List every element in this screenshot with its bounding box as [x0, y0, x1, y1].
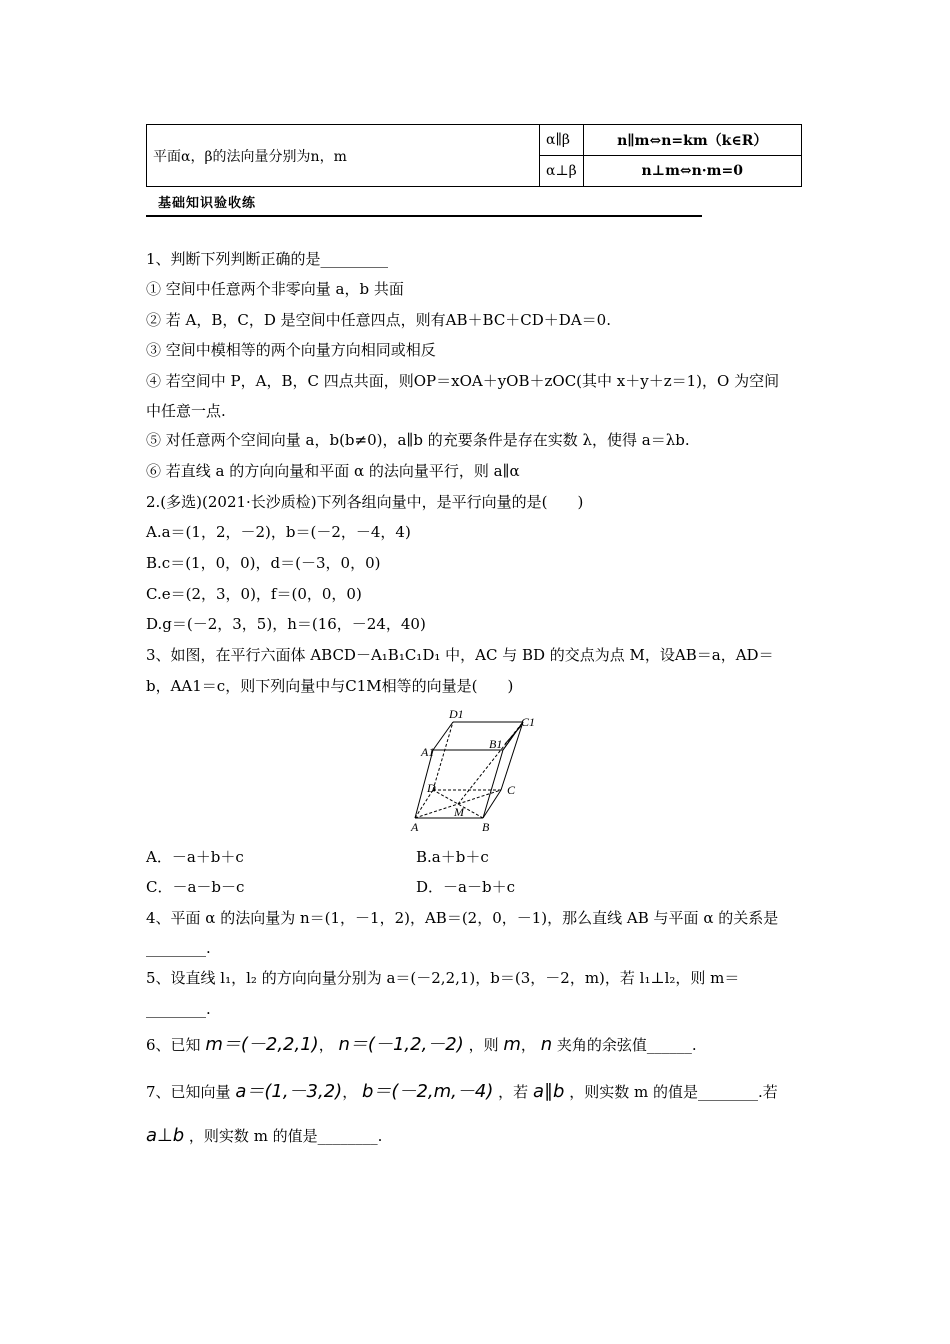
- question-3-cont: b，AA1＝c，则下列向量中与C1M相等的向量是( ): [146, 677, 514, 695]
- q2-option-c: C.e＝(2，3，0)，f＝(0，0，0): [146, 585, 362, 603]
- q6-vector-m: m＝(－2,2,1): [205, 1034, 319, 1055]
- table-cell-parallel: [540, 125, 584, 156]
- label-A: A: [411, 820, 419, 834]
- q2-option-a: A.a＝(1，2，－2)，b＝(－2，－4，4): [146, 523, 411, 541]
- q6-post: ，则: [468, 1036, 499, 1054]
- q3-option-d: D．－a－b＋c: [416, 878, 515, 896]
- perp-label: α⊥β: [546, 163, 577, 179]
- label-D: D: [427, 781, 436, 795]
- question-4: 4、平面 α 的法向量为 n＝(1，－1，2)，AB＝(2，0，－1)，那么直线 AB 与平面 α 的关系是: [146, 909, 779, 927]
- q7-prefix: 7、已知向量: [146, 1083, 231, 1101]
- question-7: 7、已知向量 a＝(1,－3,2)， b＝(－2,m,－4) ，若 a∥b ，则实数 m 的值是________.若: [146, 1081, 778, 1102]
- q1-item-2: ② 若 A，B，C，D 是空间中任意四点，则有AB＋BC＋CD＋DA＝0.: [146, 311, 611, 329]
- q6-n: n: [540, 1034, 553, 1055]
- table-cell-perp: [540, 156, 584, 187]
- question-7-cont: [146, 1126, 382, 1146]
- label-B1: B1: [489, 737, 503, 751]
- question-6: 6、已知 m＝(－2,2,1)， n＝(－1,2,－2) ，则 m， n 夹角的余弦值______.: [146, 1034, 697, 1055]
- q7-perp: a⊥b: [146, 1125, 185, 1146]
- q1-item-3: ③ 空间中模相等的两个向量方向相同或相反: [146, 341, 436, 359]
- parallel-label: α∥β: [546, 132, 571, 148]
- perp-condition: n⊥m⇔n·m=0: [641, 163, 743, 179]
- label-M: M: [454, 805, 464, 819]
- question-4-blank: ________.: [146, 939, 211, 957]
- q7-parallel: a∥b: [532, 1081, 565, 1102]
- q6-m: m: [503, 1034, 521, 1055]
- table-plane-text: 平面α，β的法向量分别为n，m: [153, 148, 347, 165]
- label-A1: A1: [421, 745, 435, 759]
- section-title: 基础知识验收练: [158, 196, 257, 211]
- label-C: C: [507, 783, 516, 797]
- label-D1: D1: [449, 707, 464, 721]
- parallel-condition: n∥m⇔n=km（k∈R）: [617, 133, 768, 149]
- table-cell-parallel-cond: [583, 125, 801, 156]
- q6-tail: 夹角的余弦值______.: [556, 1036, 697, 1054]
- q1-item-5: ⑤ 对任意两个空间向量 a，b(b≠0)，a∥b 的充要条件是存在实数 λ，使得 a＝λb.: [146, 431, 690, 449]
- section-header: [146, 192, 702, 217]
- parallelepiped-figure: [405, 706, 550, 836]
- q7-mid: ，若: [498, 1083, 529, 1101]
- q7-vector-a: a＝(1,－3,2): [235, 1081, 343, 1102]
- section-divider: [146, 215, 702, 217]
- q1-item-6: ⑥ 若直线 a 的方向向量和平面 α 的法向量平行，则 a∥α: [146, 462, 520, 480]
- q1-item-4: ④ 若空间中 P，A，B，C 四点共面，则OP＝xOA＋yOB＋zOC(其中 x＋y＋z＝1)，O 为空间: [146, 372, 780, 390]
- label-C1: C1: [521, 715, 536, 729]
- table-cell-perp-cond: [583, 156, 801, 187]
- label-B: B: [482, 820, 490, 834]
- q2-option-b: B.c＝(1，0，0)，d＝(－3，0，0): [146, 554, 381, 572]
- question-5: 5、设直线 l₁，l₂ 的方向向量分别为 a＝(－2,2,1)，b＝(3，－2，m)，若 l₁⊥l₂，则 m＝: [146, 969, 740, 987]
- table-cell-plane: [147, 125, 540, 187]
- question-3: 3、如图，在平行六面体 ABCD－A₁B₁C₁D₁ 中，AC 与 BD 的交点为点 M，设AB＝a，AD＝: [146, 646, 774, 664]
- q7-vector-b: b＝(－2,m,－4): [362, 1081, 494, 1102]
- question-1: 1、判断下列判断正确的是_________: [146, 250, 389, 268]
- q7-tail: ，则实数 m 的值是________.若: [569, 1083, 778, 1101]
- property-table: [146, 124, 802, 187]
- q1-item-1: ① 空间中任意两个非零向量 a，b 共面: [146, 280, 404, 298]
- q2-option-d: D.g＝(－2，3，5)，h＝(16，－24，40): [146, 615, 426, 633]
- q7-tail2: ，则实数 m 的值是________.: [188, 1127, 383, 1145]
- question-2: 2.(多选)(2021·长沙质检)下列各组向量中，是平行向量的是( ): [146, 493, 584, 511]
- q3-option-a: A．－a＋b＋c: [146, 848, 244, 866]
- question-5-blank: ________.: [146, 1000, 211, 1018]
- q1-item-4-cont: 中任意一点.: [146, 402, 226, 420]
- q3-option-c: C．－a－b－c: [146, 878, 245, 896]
- q3-option-b: B.a＋b＋c: [416, 848, 489, 866]
- q6-vector-n: n＝(－1,2,－2): [338, 1034, 464, 1055]
- q6-prefix: 6、已知: [146, 1036, 201, 1054]
